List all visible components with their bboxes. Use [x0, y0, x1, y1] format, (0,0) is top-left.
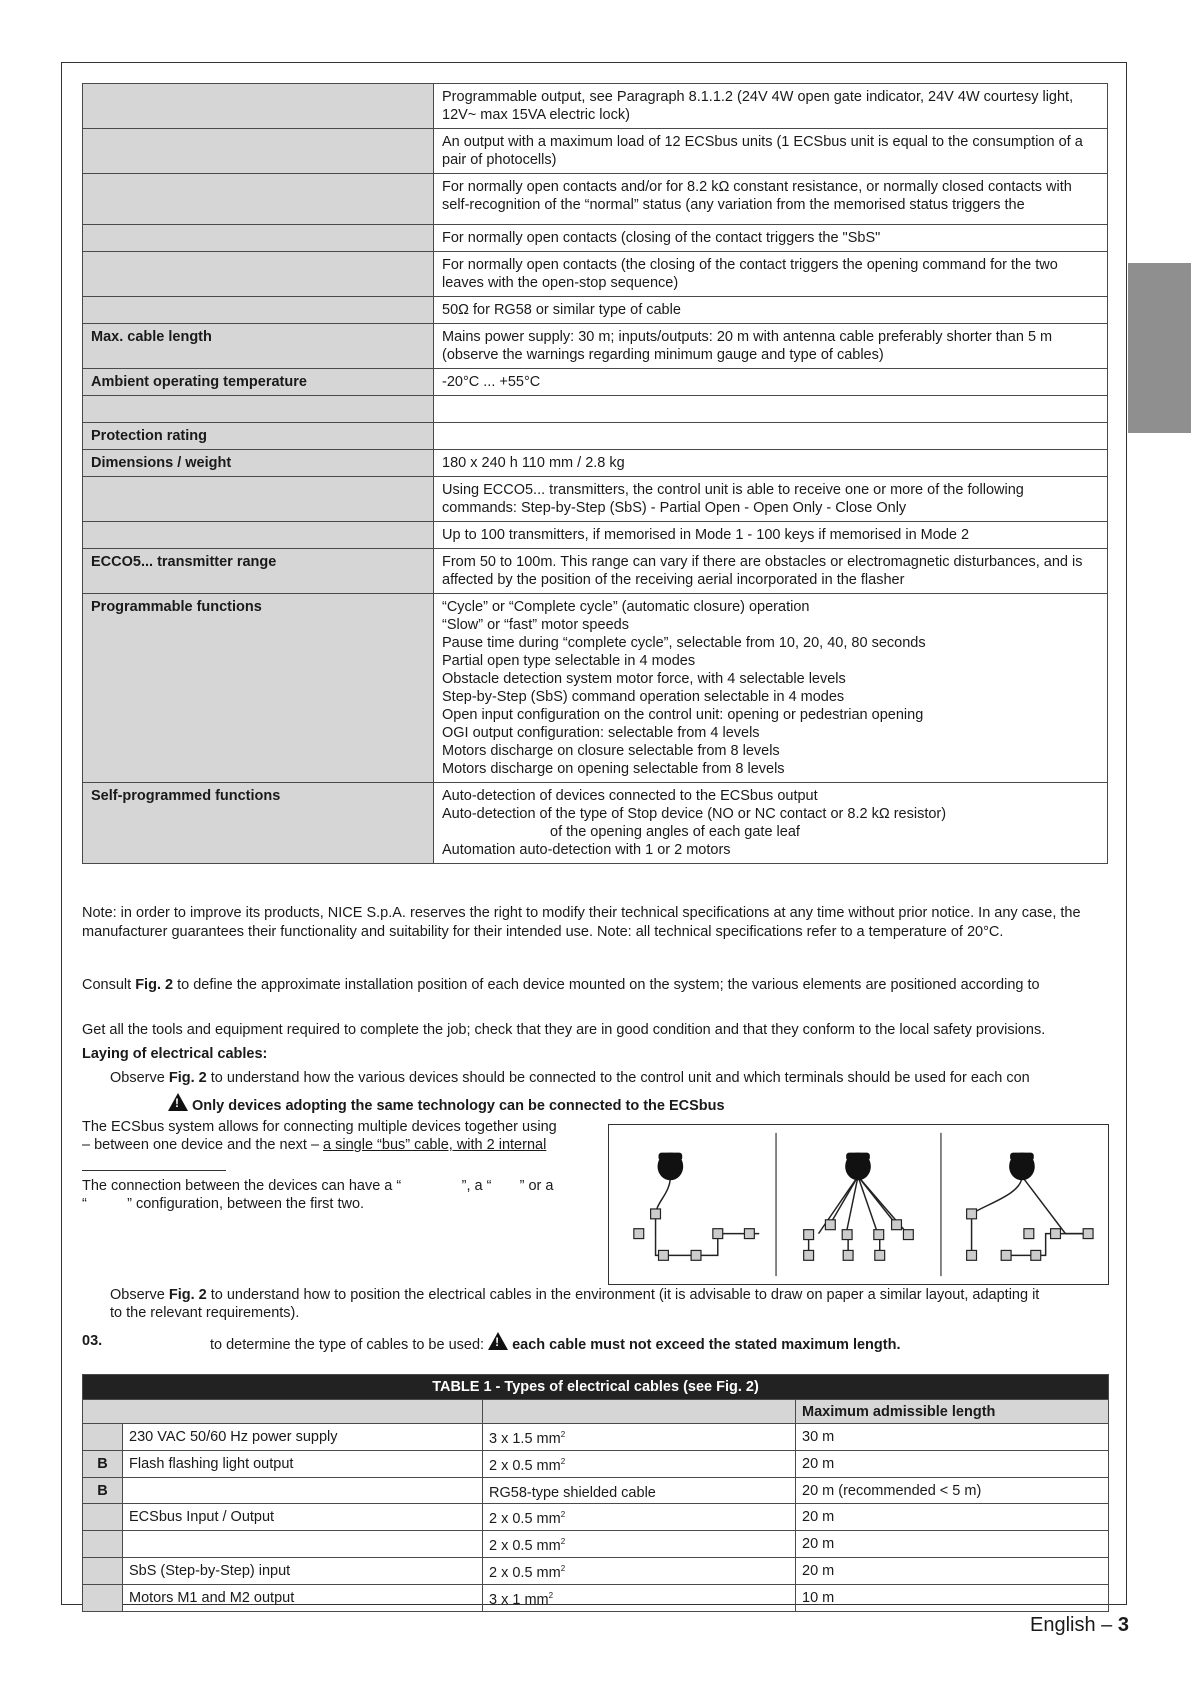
- spec-row: Up to 100 transmitters, if memorised in Mode 1 - 100 keys if memorised in Mode 2: [83, 522, 1108, 549]
- star-configuration: [809, 1176, 908, 1255]
- header-max-length: Maximum admissible length: [796, 1400, 1109, 1424]
- table-row: SbS (Step-by-Step) input 2 x 0.5 $mm^2$ 20 m: [83, 1558, 1109, 1585]
- observe-cables-line2: to the relevant requirements).: [110, 1305, 300, 1321]
- table-row: 230 VAC 50/60 Hz power supply 3 x 1.5 $mm^2$ 30 m: [83, 1424, 1109, 1451]
- connection-text-line2: “ ” configuration, between the first two.: [82, 1196, 365, 1212]
- cable-types-table: [82, 1374, 1109, 1612]
- spec-row: 50Ω for RG58 or similar type of cable: [83, 297, 1108, 324]
- page-footer: English – 3: [1030, 1614, 1129, 1636]
- spec-row: Using ECCO5... transmitters, the control unit is able to receive one or more of the following commands: Step-by-Step (SbS) - Partial Open - Open Only - Close Only: [83, 477, 1108, 522]
- spec-row: ECCO5... transmitter range From 50 to 100m. This range can vary if there are obstacles or electromagnetic disturbances, and is affected by the position of the receiving aerial incorporated in the flasher: [83, 549, 1108, 594]
- observe-connections-paragraph: Observe Fig. 2 to understand how the various devices should be connected to the control unit and which terminals should be used for each con: [110, 1070, 1030, 1086]
- step-03: 03. to determine the type of cables to be used: !each cable must not exceed the stated maximum length.: [82, 1332, 102, 1351]
- warning-icon: [488, 1332, 508, 1350]
- ecsbus-warning: !Only devices adopting the same technology can be connected to the ECSbus: [168, 1093, 725, 1116]
- observe-cables-line1: Observe Fig. 2 to understand how to position the electrical cables in the environment (it is advisable to draw on paper a similar layout, adapting it: [110, 1287, 1040, 1303]
- table-row: ECSbus Input / Output 2 x 0.5 $mm^2$ 20 m: [83, 1504, 1109, 1531]
- ecsbus-topology-diagram: [608, 1124, 1109, 1285]
- ecsbus-text-line2: – between one device and the next – a single “bus” cable, with 2 internal: [82, 1137, 547, 1153]
- footnote-divider: [82, 1170, 226, 1171]
- spec-row: For normally open contacts and/or for 8.2 kΩ constant resistance, or normally closed contacts with self-recognition of the “normal” status (any variation from the memorised status triggers the: [83, 174, 1108, 225]
- consult-paragraph: Consult Fig. 2 to define the approximate installation position of each device mounted on the system; the various elements are positioned according to: [82, 977, 1040, 993]
- technical-note: Note: in order to improve its products, NICE S.p.A. reserves the right to modify their technical specifications at any time without prior notice. In any case, the manufacturer guarantees their functionality and suitability for their intended use. Note: all technical specifications refer to a temperature of 20°C.: [82, 905, 1081, 940]
- table-row: B RG58-type shielded cable 20 m (recommended < 5 m): [83, 1477, 1109, 1504]
- ecsbus-text-line1: The ECSbus system allows for connecting multiple devices together using: [82, 1119, 557, 1135]
- spec-table: [82, 83, 1108, 864]
- spec-row: An output with a maximum load of 12 ECSbus units (1 ECSbus unit is equal to the consumption of a pair of photocells): [83, 129, 1108, 174]
- tools-paragraph: Get all the tools and equipment required to complete the job; check that they are in good condition and that they conform to the local safety provisions.: [82, 1022, 1046, 1038]
- page-number: 3: [1117, 1614, 1129, 1636]
- table-row: 2 x 0.5 $mm^2$ 20 m: [83, 1531, 1109, 1558]
- warning-icon: [168, 1093, 188, 1111]
- spec-row: Protection rating: [83, 423, 1108, 450]
- section-tab: [1128, 263, 1191, 433]
- spec-row: Max. cable length Mains power supply: 30 m; inputs/outputs: 20 m with antenna cable preferably shorter than 5 m (observe the warnings regarding minimum gauge and type of cables): [83, 324, 1108, 369]
- spec-row: [83, 396, 1108, 423]
- spec-row: Ambient operating temperature -20°C ... +55°C: [83, 369, 1108, 396]
- table-row: Motors M1 and M2 output 3 x 1 $mm^2$ 10 m: [83, 1584, 1109, 1611]
- laying-heading: Laying of electrical cables:: [82, 1046, 268, 1062]
- spec-row: Programmable output, see Paragraph 8.1.1.2 (24V 4W open gate indicator, 24V 4W courtesy light, 12V~ max 15VA electric lock): [83, 84, 1108, 129]
- spec-row: For normally open contacts (closing of the contact triggers the "SbS": [83, 225, 1108, 252]
- spec-row-programmable: Programmable functions “Cycle” or “Complete cycle” (automatic closure) operation “Slow” or “fast” motor speeds Pause time during “complete cycle”, selectable from 10, 20, 40, 80 seconds Partial open type selectable in 4 modes Obstacle detection system motor force, with 4 selectable levels Step-by-Step (SbS) command operation selectable in 4 modes Open input configuration on the control unit: opening or pedestrian opening OGI output configuration: selectable from 4 levels Motors discharge on closure selectable from 8 levels Motors discharge on opening selectable from 8 levels: [83, 594, 1108, 783]
- chain-configuration: [656, 1176, 760, 1255]
- spec-row: Dimensions / weight 180 x 240 h 110 mm / 2.8 kg: [83, 450, 1108, 477]
- spec-row-self-programmed: Self-programmed functions Auto-detection of devices connected to the ECSbus output Auto-detection of the type of Stop device (NO or NC contact or 8.2 kΩ resistor) of the opening angles of each gate leaf Automation auto-detection with 1 or 2 motors: [83, 783, 1108, 864]
- connection-text-line1: The connection between the devices can have a “ ”, a “ ” or a: [82, 1178, 554, 1194]
- mixed-configuration: [972, 1176, 1086, 1255]
- table-row: B Flash flashing light output 2 x 0.5 $mm^2$ 20 m: [83, 1450, 1109, 1477]
- spec-row: For normally open contacts (the closing of the contact triggers the opening command for the two leaves with the open-stop sequence): [83, 252, 1108, 297]
- table-title: TABLE 1 - Types of electrical cables (see Fig. 2): [83, 1375, 1109, 1400]
